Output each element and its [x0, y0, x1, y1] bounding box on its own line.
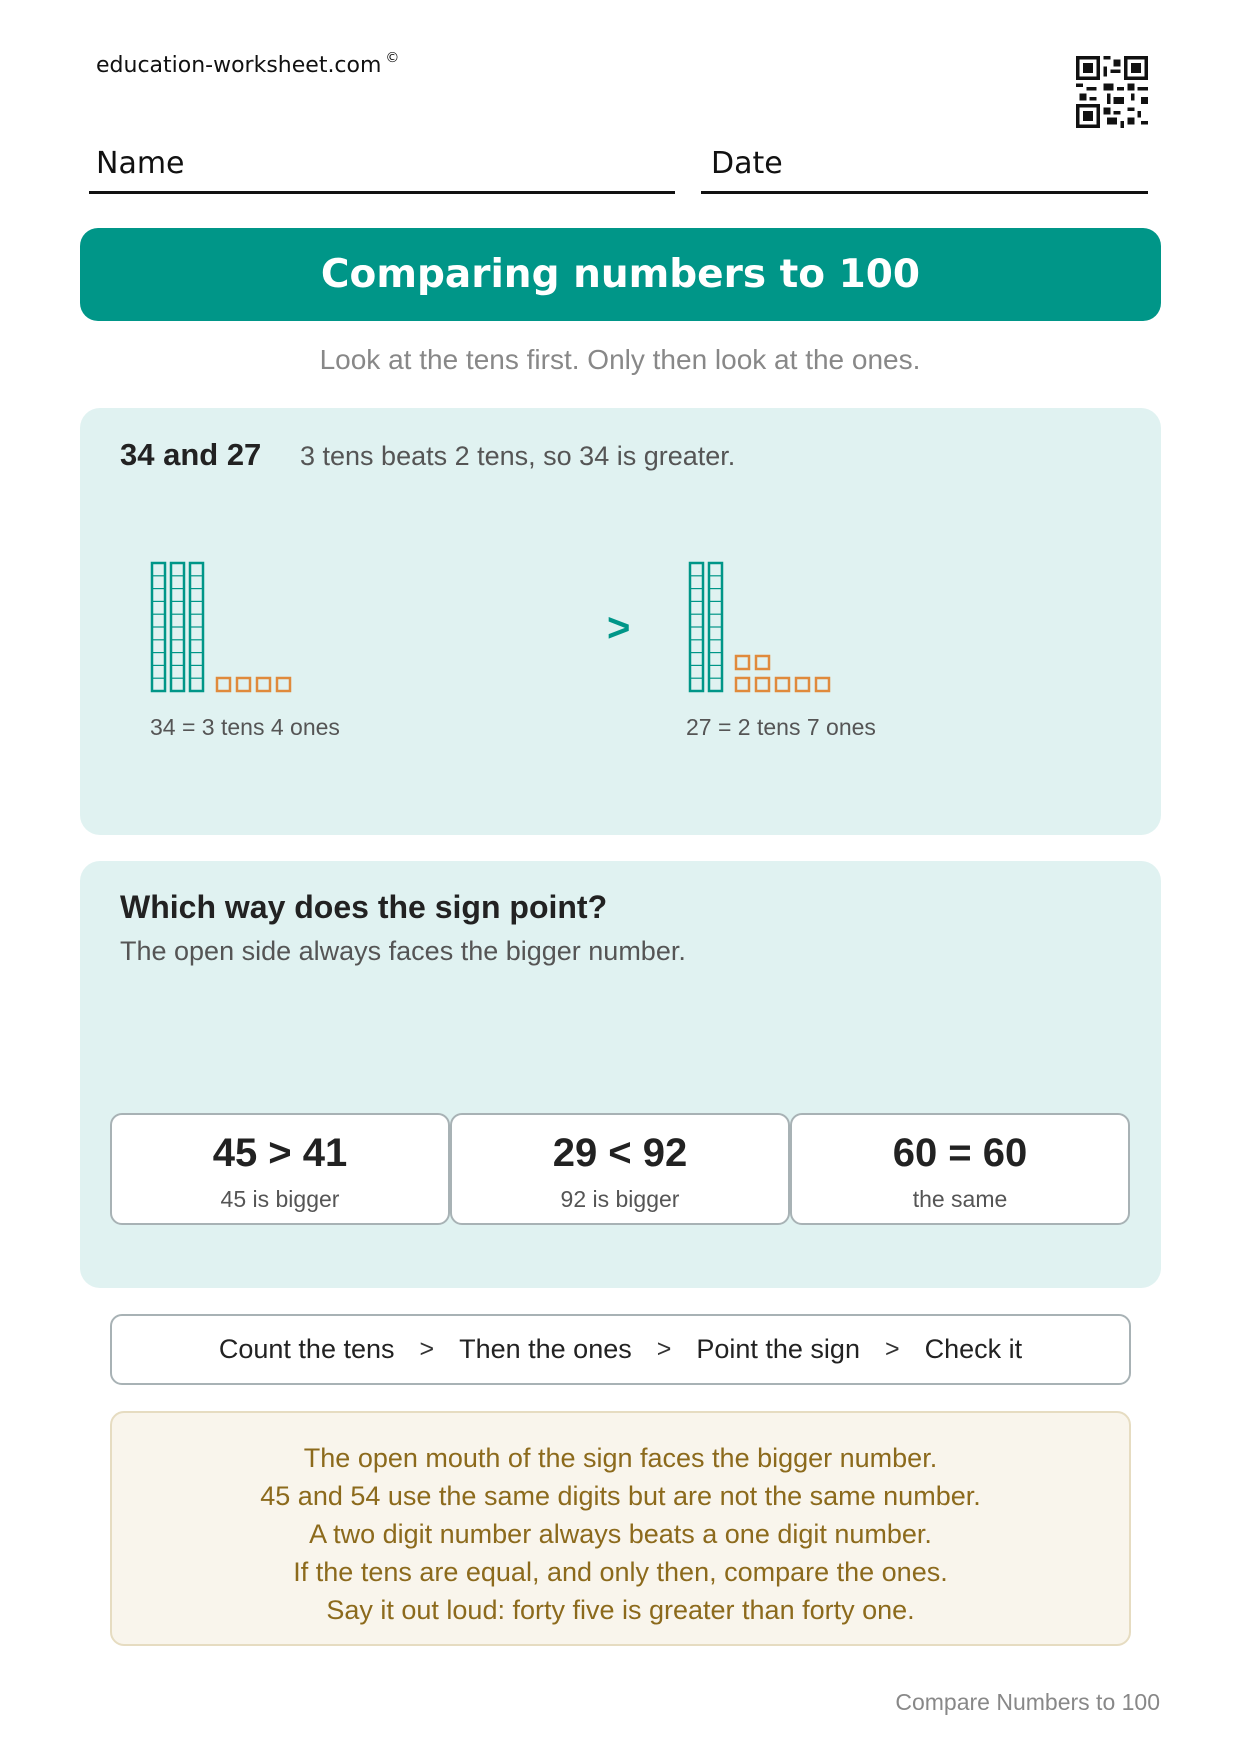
step-separator: >: [884, 1335, 900, 1363]
tip-line: The open mouth of the sign faces the bigger number.: [303, 1443, 938, 1473]
step-separator: >: [419, 1335, 435, 1363]
card-note: 92 is bigger: [560, 1186, 680, 1212]
step-item: Point the sign: [696, 1334, 860, 1364]
comparison-card: [450, 1113, 790, 1225]
step-item: Then the ones: [459, 1334, 632, 1364]
card-expression: 45 > 41: [212, 1131, 348, 1175]
ones-cube: [257, 678, 270, 691]
ones-cube: [736, 656, 749, 669]
step-item: Count the tens: [218, 1334, 395, 1364]
card-note: 45 is bigger: [220, 1186, 340, 1212]
step-item: Check it: [924, 1334, 1023, 1364]
page-subtitle: Look at the tens first. Only then look at the ones.: [319, 344, 921, 375]
tip-line: Say it out loud: forty five is greater than forty one.: [326, 1595, 915, 1625]
ones-cube: [217, 678, 230, 691]
sign-direction-panel: [80, 861, 1161, 1288]
example-explanation: 3 tens beats 2 tens, so 34 is greater.: [300, 441, 736, 471]
ones-cube: [756, 656, 769, 669]
tip-line: 45 and 54 use the same digits but are not the same number.: [260, 1481, 981, 1511]
ones-cube: [277, 678, 290, 691]
footer-label: Compare Numbers to 100: [895, 1689, 1160, 1715]
worked-example-panel: [80, 408, 1161, 835]
comparison-card: [110, 1113, 450, 1225]
name-label: Name: [96, 146, 185, 181]
tip-line: If the tens are equal, and only then, compare the ones.: [293, 1557, 948, 1587]
qr-code-icon: [1076, 56, 1148, 128]
name-line[interactable]: [89, 191, 675, 194]
comparison-sign: >: [607, 606, 631, 650]
right-model-caption: 27 = 2 tens 7 ones: [686, 714, 876, 740]
ones-cube: [816, 678, 829, 691]
comparison-card: [790, 1113, 1130, 1225]
date-label: Date: [711, 146, 783, 181]
example-pair: 34 and 27: [120, 437, 262, 472]
copyright-mark: ©: [385, 50, 400, 66]
card-note: the same: [912, 1186, 1008, 1212]
ones-cube: [736, 678, 749, 691]
ones-cube: [776, 678, 789, 691]
ones-cube: [796, 678, 809, 691]
step-separator: >: [656, 1335, 672, 1363]
left-model-caption: 34 = 3 tens 4 ones: [150, 714, 340, 740]
card-expression: 29 < 92: [552, 1131, 688, 1175]
tips-box: [110, 1411, 1131, 1646]
ones-cube: [756, 678, 769, 691]
ones-cube: [237, 678, 250, 691]
sign-section-title: Which way does the sign point?: [120, 889, 608, 925]
site-brand: [96, 50, 399, 78]
tip-line: A two digit number always beats a one digit number.: [309, 1519, 932, 1549]
card-expression: 60 = 60: [892, 1131, 1028, 1175]
page-title: Comparing numbers to 100: [320, 252, 921, 297]
brand-text: education-worksheet.com: [96, 53, 382, 78]
date-line[interactable]: [701, 191, 1148, 194]
sign-section-note: The open side always faces the bigger number.: [120, 936, 686, 966]
steps-strip: [110, 1314, 1131, 1385]
title-banner: [80, 228, 1161, 321]
